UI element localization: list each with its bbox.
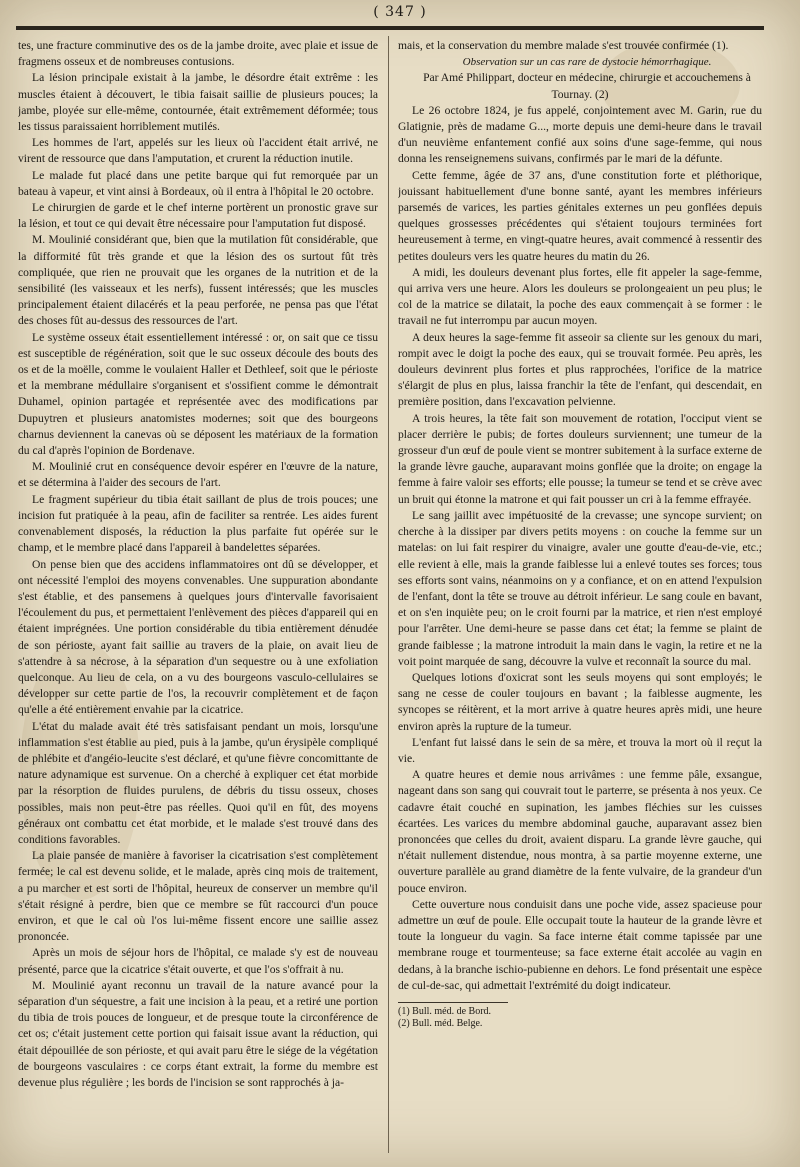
paragraph: Quelques lotions d'oxicrat sont les seuls moyens qui sont employés; le sang ne cesse de couler toujours en bavant ; la faiblesse augmente, les syncopes se réitèrent, et la mort arrive à quatre heures après midi, une heure environ après la rupture de la tumeur.	[398, 670, 762, 733]
column-divider	[388, 36, 389, 1153]
article-byline: Par Amé Philippart, docteur en médecine, chirurgie et accouchemens à Tournay. (2)	[423, 71, 751, 101]
paragraph: M. Moulinié considérant que, bien que la mutilation fût considérable, que la difformité fût très grande et que la lésion des os surtout fût très compliquée, que rien ne prouvait que les organes de la nutrition et de la sensibilité (les vaisseaux et les nerfs), fussent intéressés; que les muscles principalement étaient dilacérés et la peau perforée, ne pensa pas que l'état des choses fût au-dessus des ressources de l'art.	[18, 233, 378, 328]
paragraph: On pense bien que des accidens inflammatoires ont dû se développer, et ont nécessité l'emploi des moyens convenables. Une suppuration abondante s'est établie, et des pansemens à quelques jours d'intervalle favorisaient l'écoulement du pus, et permettaient l'enlèvement des pièces d'appareil qui en étaient imprégnées. Une portion considérable du tibia entièrement dénudée de son périoste, ayant fait saillie au travers de la plaie, on avait lieu de s'attendre à sa nécrose, à la séparation d'un sequestre ou à une exfoliation quelconque. Au lieu de cela, on a vu des bourgeons vasculo-cellulaires se développer sur cette partie de l'os, la recouvrir complètement et de façon qu'elle a été entièrement envahie par la cicatrice.	[18, 557, 378, 717]
paragraph: Après un mois de séjour hors de l'hôpital, ce malade s'y est de nouveau présenté, parce que la cicatrice s'était ouverte, et que l'os s'offrait à nu.	[18, 946, 378, 976]
footnote-rule	[398, 1002, 508, 1003]
paragraph: Le sang jaillit avec impétuosité de la crevasse; une syncope survient; on cherche à la dissiper par divers petits moyens : on couche la femme sur un matelas: on lui fait respirer du vinaigre, avaler une goutte d'eau-de-vie, etc.; elle revient à elle, mais la grande faiblesse lui a enlevé toutes ses forces; tous ses efforts sont vains, néanmoins on y a confiance, et on en attend l'expulsion de l'enfant, dont la tête se trouve au détroit inférieur. Le sang coule en bavant, et on s'en inquiète peu; on le croit fourni par la matrice, et rien n'est employé pour l'arrêter. Une demi-heure se passe dans cet état; la femme se plaint de grande faiblesse ; la matrone introduit la main dans le vagin, la retire et ne la voit point marquée de sang, découvre la vulve et reconnaît la source du mal.	[398, 508, 762, 668]
paragraph: La plaie pansée de manière à favoriser la cicatrisation s'est complètement fermée; le cal est devenu solide, et le malade, après cinq mois de traitement, a pu marcher et est sorti de l'hôpital, heureux de conserver un membre qu'il s'était résigné à perdre, bien que ce membre se fût raccourci d'un pouce environ, et que le cal où l'os lui-même fissent encore une saillie assez prononcée.	[18, 849, 378, 944]
page-number: ( 347 )	[373, 4, 427, 20]
article-title: Observation sur un cas rare de dystocie hémorrhagique.	[462, 56, 712, 69]
paragraph: A deux heures la sage-femme fit asseoir sa cliente sur les genoux du mari, rompit avec le doigt la poche des eaux, qui se trouvait formée. Peu après, les douleurs devinrent plus fortes et plus rapprochées, l'orifice de la matrice s'élargit de plus en plus, laissa franchir la tête de l'enfant, qui descendait, en première position, dans l'excavation pelvienne.	[398, 330, 762, 409]
paragraph: Les hommes de l'art, appelés sur les lieux où l'accident était arrivé, ne virent de ressource que dans l'amputation, et crurent la réduction inutile.	[18, 136, 378, 166]
paragraph: Le fragment supérieur du tibia était saillant de plus de trois pouces; une incision fut pratiquée à la peau, afin de faciliter sa rentrée. Les aides furent convenablement disposés, la réduction la plus parfaite fut opérée sur le champ, et le membre placé dans l'appareil à bandelettes séparées.	[18, 492, 378, 555]
paragraph: mais, et la conservation du membre malade s'est trouvée confirmée (1).	[398, 39, 729, 52]
paragraph: L'état du malade avait été très satisfaisant pendant un mois, lorsqu'une inflammation s'est établie au pied, puis à la jambe, qu'un érysipèle compliqué de phlébite et d'angéio-leucite s'est déclaré, et qu'une fièvre concomittante de nature adynamique est survenue. On a cherché à expliquer cet état morbide par la résorption de fluides purulens, de débris du tissu osseux, choses possibles, mais non peut-être pas réelles. Quoi qu'il en fût, des moyens généraux ont combattu cet état morbide, et le malade s'est trouvé dans des conditions favorables.	[18, 719, 378, 846]
paragraph: M. Moulinié ayant reconnu un travail de la nature avancé pour la séparation d'un séquestre, a fait une incision à la peau, et a retiré une portion du tibia de trois pouces de longueur, et de presque toute la circonférence de cet os; c'était justement cette portion qui faisait issue avant la réduction, qui était dépouillée de son périoste, et qui avait paru être le siége de la végétation de bourgeons vasculaires : ce corps étant extrait, la forme du membre est devenue plus régulière ; les bords de l'incision se sont rapprochés à ja-	[18, 978, 378, 1089]
paragraph: A trois heures, la tête fait son mouvement de rotation, l'occiput vient se placer derrière le pubis; de fortes douleurs surviennent; une tumeur de la grosseur d'un œuf de poule vient se montrer subitement à la surface externe de la grande lèvre gauche, auparavant moins gonflée que la droite; on engage la femme à faire valoir ses efforts; elle pousse; la tumeur se tend et se crève avec un bruit qui étonne la matrone et qui fait pousser un cri à la femme effrayée.	[398, 411, 762, 506]
footnote: (1) Bull. méd. de Bord.	[398, 1005, 492, 1017]
paragraph: A midi, les douleurs devenant plus fortes, elle fit appeler la sage-femme, qui arriva vers une heure. Alors les douleurs se prolongeaient un peu plus; le col de la matrice se dilatait, la poche des eaux commençait à se former : le travail ne fut interrompu par aucun moyen.	[398, 265, 762, 328]
right-column	[398, 38, 762, 1153]
paragraph: Cette femme, âgée de 37 ans, d'une constitution forte et pléthorique, jouissant habituellement d'une bonne santé, ayant les membres inférieurs parsemés de varices, les parties génitales externes un peu gonflées depuis quelques grossesses précédentes qui s'étaient toujours terminées fort heureusement à terme, en vingt-quatre heures, avait commencé à ressentir des petites douleurs vers les quatre heures du matin du 26.	[398, 168, 762, 263]
left-column	[18, 38, 378, 1153]
paragraph: M. Moulinié crut en conséquence devoir espérer en l'œuvre de la nature, et se détermina à l'aider des secours de l'art.	[18, 460, 378, 490]
paragraph: L'enfant fut laissé dans le sein de sa mère, et trouva la mort où il reçut la vie.	[398, 735, 762, 765]
header-rule	[16, 26, 764, 30]
paragraph: A quatre heures et demie nous arrivâmes : une femme pâle, exsangue, nageant dans son sang qui couvrait tout le parterre, se présenta à nos yeux. Ce cadavre était couché en supination, les jambes fléchies sur les cuisses écartées. Les varices du membre abdominal gauche, auparavant assez bien prononcées que celles du droit, avaient disparu. La grande lèvre gauche, qui n'était nullement distendue, nous montra, à sa partie moyenne externe, une ouverture parallèle au grand diamètre de la fente vulvaire, de la grandeur d'un pouce environ.	[398, 768, 762, 895]
paragraph: La lésion principale existait à la jambe, le désordre était extrême : les muscles étaient à découvert, le tibia faisait saillie de plusieurs pouces; la jambe, ployée sur elle-même, contournée, était extrêmement déformée; tous les tissus paraissaient horriblement mutilés.	[18, 71, 378, 134]
footnote: (2) Bull. méd. Belge.	[398, 1017, 483, 1029]
paragraph: Le malade fut placé dans une petite barque qui fut remorquée par un bateau à vapeur, et vint ainsi à Bordeaux, où il entra à l'hôpital le 20 octobre.	[18, 168, 378, 198]
paragraph: Le chirurgien de garde et le chef interne portèrent un pronostic grave sur la lésion, et tout ce qui devait être nécessaire pour l'amputation fut disposé.	[18, 201, 378, 231]
paragraph: Cette ouverture nous conduisit dans une poche vide, assez spacieuse pour admettre un œuf de poule. Elle occupait toute la hauteur de la grande lèvre et toute la longueur du vagin. Sa face interne était comme tapissée par une membrane rouge et tourmenteuse; sa face externe était accolée au vagin en dedans, à la branche ischio-pubienne en dehors. Le fond présentait une espèce de cul-de-sac, qui admettait l'extrémité du doigt indicateur.	[398, 897, 762, 992]
paragraph: Le 26 octobre 1824, je fus appelé, conjointement avec M. Garin, rue du Glatignie, près de madame G..., morte depuis une demi-heure dans le travail d'un neuvième enfantement confié aux soins d'une sage-femme, qui nous donna les renseignemens suivans, confirmés par le mari de la défunte.	[398, 103, 762, 166]
paragraph: Le système osseux était essentiellement intéressé : or, on sait que ce tissu est susceptible de régénération, soit que le suc osseux découle des bouts des os et de la moëlle, comme le voulaient Haller et Dethleef, soit que le périoste et la membrane médullaire s'organisent et s'ossifient comme le démontrait Duhamel, opinion partagée et représentée avec des modifications par Dupuytren et plusieurs anatomistes modernes; soit que des bourgeons charnus deviennent la canevas où se déposent les matériaux de la formation du cal d'après l'opinion de Bordenave.	[18, 330, 378, 458]
paragraph: tes, une fracture comminutive des os de la jambe droite, avec plaie et issue de fragmens osseux et de nombreuses contusions.	[18, 39, 378, 69]
